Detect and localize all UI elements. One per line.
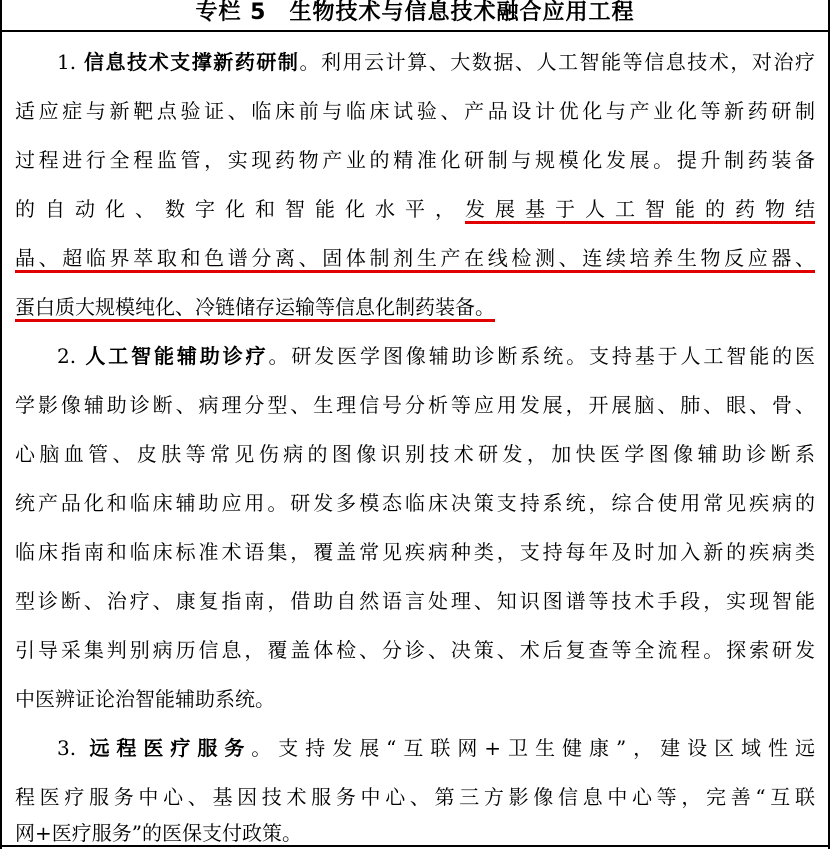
item-2-heading: 人工智能辅助诊疗 bbox=[85, 344, 269, 368]
item-1-line bbox=[15, 189, 815, 229]
bottom-rule bbox=[2, 845, 828, 847]
item-1-line bbox=[15, 140, 815, 180]
item-2-text-cont: 心脑血管、皮肤等常见伤病的图像识别技术研发，加快医学图像辅助诊断系 bbox=[15, 442, 815, 466]
item-1-underlined-text: 晶、超临界萃取和色谱分离、固体制剂生产在线检测、连续培养生物反应器、 bbox=[15, 246, 815, 273]
item-2-line bbox=[15, 679, 815, 719]
item-2-line bbox=[15, 434, 815, 474]
item-1-number: 1. bbox=[57, 50, 77, 74]
item-3-line bbox=[15, 820, 815, 846]
item-3-text: 。支持发展“互联网+卫生健康”，建设区域性远 bbox=[251, 736, 815, 760]
item-1-line bbox=[15, 238, 815, 278]
item-2-text-cont: 学影像辅助诊断、病理分型、生理信号分析等应用发展，开展脑、肺、眼、骨、 bbox=[15, 393, 815, 417]
item-1-text: 。利用云计算、大数据、人工智能等信息技术，对治疗 bbox=[299, 50, 816, 74]
item-2-line bbox=[15, 630, 815, 670]
item-2-number: 2. bbox=[57, 344, 77, 368]
item-3-text-cont: 程医疗服务中心、基因技术服务中心、第三方影像信息中心等，完善“互联 bbox=[15, 785, 815, 809]
item-3-text-cont: 网+医疗服务”的医保支付政策。 bbox=[15, 821, 302, 845]
page-title: 专栏 5 生物技术与信息技术融合应用工程 bbox=[2, 0, 828, 32]
item-2-text-cont: 型诊断、治疗、康复指南，借助自然语言处理、知识图谱等技术手段，实现智能 bbox=[15, 589, 815, 613]
item-1-line bbox=[57, 42, 815, 82]
item-1-text-cont: 的自动化、数字化和智能化水平， bbox=[15, 197, 465, 221]
item-1-line bbox=[15, 287, 815, 327]
item-2-line bbox=[15, 483, 815, 523]
item-2-line bbox=[15, 581, 815, 621]
item-2-line bbox=[15, 532, 815, 572]
item-2-line bbox=[15, 385, 815, 425]
item-1-line bbox=[15, 91, 815, 131]
item-1-text-cont: 过程进行全程监管，实现药物产业的精准化研制与规模化发展。提升制药装备 bbox=[15, 148, 815, 172]
item-2-text-cont: 临床指南和临床标准术语集，覆盖常见疾病种类，支持每年及时加入新的疾病类 bbox=[15, 540, 815, 564]
item-1-heading: 信息技术支撑新药研制 bbox=[84, 50, 300, 74]
item-2-text: 。研发医学图像辅助诊断系统。支持基于人工智能的医 bbox=[268, 344, 816, 368]
item-1-text-cont: 适应症与新靶点验证、临床前与临床试验、产品设计优化与产业化等新药研制 bbox=[15, 99, 815, 123]
item-3-line bbox=[57, 728, 815, 768]
item-2-text-cont: 中医辨证论治智能辅助系统。 bbox=[15, 687, 275, 711]
item-2-line bbox=[57, 336, 815, 376]
item-2-text-cont: 统产品化和临床辅助应用。研发多模态临床决策支持系统，综合使用常见疾病的 bbox=[15, 491, 815, 515]
item-3-number: 3. bbox=[57, 736, 77, 760]
item-1-underlined-text: 蛋白质大规模纯化、冷链储存运输等信息化制药装备。 bbox=[15, 295, 495, 322]
item-2-text-cont: 引导采集判别病历信息，覆盖体检、分诊、决策、术后复查等全流程。探索研发 bbox=[15, 638, 815, 662]
item-3-line bbox=[15, 777, 815, 817]
item-1-underlined-text: 发展基于人工智能的药物结 bbox=[465, 197, 815, 224]
item-3-heading: 远程医疗服务 bbox=[89, 736, 252, 760]
